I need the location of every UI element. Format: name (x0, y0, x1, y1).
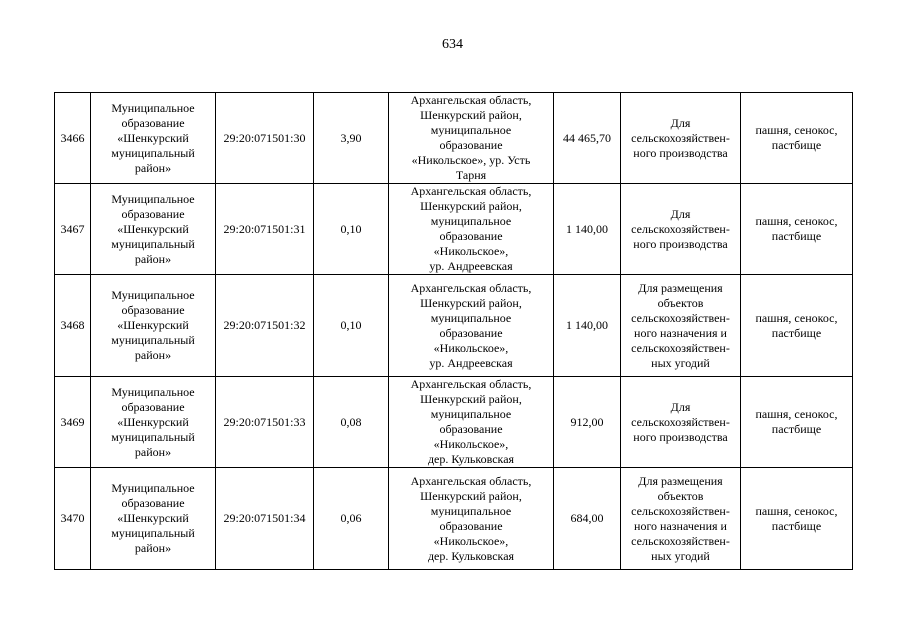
land-plots-table (54, 92, 853, 570)
cadastral-number-cell: 29:20:071501:30 (216, 93, 314, 184)
cadastral-number-cell: 29:20:071501:33 (216, 377, 314, 468)
table-row (55, 93, 853, 184)
permitted-use-cell: Для сельскохозяйствен- ного производства (621, 93, 741, 184)
permitted-use-cell: Для размещения объектов сельскохозяйствен- ного назначения и сельскохозяйствен- ных угодий (621, 468, 741, 570)
cadastral-number-cell: 29:20:071501:31 (216, 184, 314, 275)
address-cell: Архангельская область, Шенкурский район, муниципальное образование «Никольское», ур. Андреевская (389, 275, 554, 377)
row-number-cell: 3470 (55, 468, 91, 570)
owner-cell: Муниципальное образование «Шенкурский муниципальный район» (91, 468, 216, 570)
address-cell: Архангельская область, Шенкурский район, муниципальное образование «Никольское», дер. Кульковская (389, 468, 554, 570)
land-type-cell: пашня, сенокос, пастбище (741, 275, 853, 377)
permitted-use-cell: Для сельскохозяйствен- ного производства (621, 184, 741, 275)
cadastral-value-cell: 1 140,00 (554, 275, 621, 377)
address-cell: Архангельская область, Шенкурский район, муниципальное образование «Никольское», ур. Андреевская (389, 184, 554, 275)
owner-cell: Муниципальное образование «Шенкурский муниципальный район» (91, 93, 216, 184)
cadastral-number-cell: 29:20:071501:32 (216, 275, 314, 377)
address-cell: Архангельская область, Шенкурский район, муниципальное образование «Никольское», ур. Усть Тарня (389, 93, 554, 184)
area-cell: 3,90 (314, 93, 389, 184)
table-row (55, 377, 853, 468)
cadastral-value-cell: 912,00 (554, 377, 621, 468)
area-cell: 0,10 (314, 184, 389, 275)
permitted-use-cell: Для размещения объектов сельскохозяйствен- ного назначения и сельскохозяйствен- ных угодий (621, 275, 741, 377)
owner-cell: Муниципальное образование «Шенкурский муниципальный район» (91, 377, 216, 468)
table-row (55, 275, 853, 377)
area-cell: 0,10 (314, 275, 389, 377)
land-type-cell: пашня, сенокос, пастбище (741, 468, 853, 570)
row-number-cell: 3466 (55, 93, 91, 184)
owner-cell: Муниципальное образование «Шенкурский муниципальный район» (91, 275, 216, 377)
area-cell: 0,08 (314, 377, 389, 468)
row-number-cell: 3469 (55, 377, 91, 468)
area-cell: 0,06 (314, 468, 389, 570)
row-number-cell: 3468 (55, 275, 91, 377)
address-cell: Архангельская область, Шенкурский район, муниципальное образование «Никольское», дер. Кульковская (389, 377, 554, 468)
table-row (55, 184, 853, 275)
cadastral-value-cell: 684,00 (554, 468, 621, 570)
cadastral-value-cell: 44 465,70 (554, 93, 621, 184)
owner-cell: Муниципальное образование «Шенкурский муниципальный район» (91, 184, 216, 275)
cadastral-value-cell: 1 140,00 (554, 184, 621, 275)
cadastral-number-cell: 29:20:071501:34 (216, 468, 314, 570)
land-type-cell: пашня, сенокос, пастбище (741, 184, 853, 275)
permitted-use-cell: Для сельскохозяйствен- ного производства (621, 377, 741, 468)
land-type-cell: пашня, сенокос, пастбище (741, 377, 853, 468)
land-type-cell: пашня, сенокос, пастбище (741, 93, 853, 184)
page-number: 634 (442, 37, 463, 52)
table-row (55, 468, 853, 570)
row-number-cell: 3467 (55, 184, 91, 275)
